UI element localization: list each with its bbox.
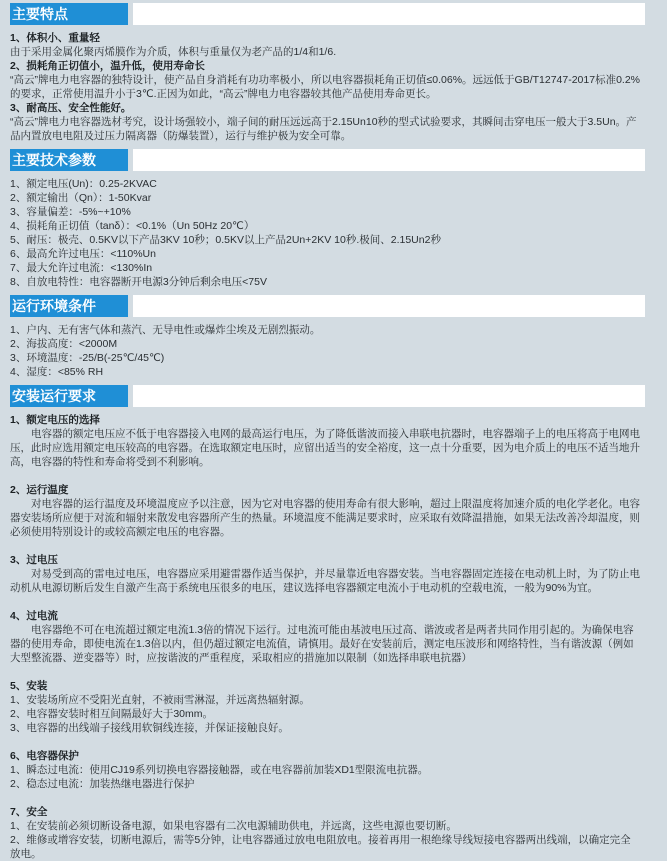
subsection-item: 3、电容器的出线端子接线用软铜线连接，并保证接触良好。: [10, 722, 289, 734]
feature-heading: 1、体积小、重量轻: [10, 32, 100, 44]
subsection-paragraph: 对电容器的运行温度及环境温度应予以注意，因为它对电容器的使用寿命有很大影响，超过上限温度将加速介质的电化学老化。电容器安装场所应便于对流和辐射来散发电容器所产生的热量。环境温度不能满足要求时，应采取有效降温措施，如果无法改善冷却温度，则必须使用特别设计的或较高额定电压的电容器。: [10, 498, 640, 538]
header-bar: [133, 385, 645, 407]
environment-section: [10, 323, 657, 379]
section-header-features: [10, 3, 657, 25]
subsection-paragraph: 对易受到高的雷电过电压，电容器应采用避雷器作适当保护，并尽量靠近电容器安装。当电容器固定连接在电动机上时，为了防止电动机从电源切断后发生自激产生高于系统电压很多的电压，建议选择电容器额定电流小于电动机的空载电流，一般为90%为宜。: [10, 568, 640, 594]
section-title: 主要技术参数: [10, 149, 128, 171]
header-bar: [133, 295, 645, 317]
subsection-heading: 4、过电流: [10, 610, 58, 622]
subsection-heading: 5、安装: [10, 680, 48, 692]
env-item: 2、海拔高度：<2000M: [10, 338, 118, 350]
install-subsection: [10, 483, 657, 539]
param-item: 8、自放电特性：电容器断开电源3分钟后剩余电压<75V: [10, 276, 267, 288]
install-subsection: [10, 609, 657, 665]
feature-text: “高云”牌电力电容器的独特设计，使产品自身消耗有功功率极小，所以电容器损耗角正切值≤0.06%。远远低于GB/T12747-2017标准0.2%的要求，正常使用温升小于3℃.正因为如此，“高云”牌电力电容器较其他产品使用寿命更长。: [10, 74, 641, 100]
param-item: 7、最大允许过电流：<130%In: [10, 262, 153, 274]
param-item: 2、额定输出（Qn）：1-50Kvar: [10, 192, 152, 204]
feature-heading: 2、损耗角正切值小，温升低，使用寿命长: [10, 60, 205, 72]
section-title: 主要特点: [10, 3, 128, 25]
install-subsection: [10, 805, 657, 861]
subsection-item: 2、稳态过电流：加装热继电器进行保护: [10, 778, 195, 790]
feature-text: 由于采用金属化聚丙烯膜作为介质，体积与重量仅为老产品的1/4和1/6.: [10, 46, 337, 58]
param-item: 6、最高允许过电压：<110%Un: [10, 248, 156, 260]
header-bar: [133, 149, 645, 171]
header-bar: [133, 3, 645, 25]
install-subsection: [10, 553, 657, 595]
subsection-heading: 3、过电压: [10, 554, 58, 566]
params-section: [10, 177, 657, 289]
param-item: 5、耐压：极壳、0.5KV以下产品3KV 10秒；0.5KV以上产品2Un+2KV 10秒.极间、2.15Un2秒: [10, 234, 441, 246]
param-item: 1、额定电压(Un)：0.25-2KVAC: [10, 178, 157, 190]
install-subsection: [10, 679, 657, 735]
feature-heading: 3、耐高压、安全性能好。: [10, 102, 132, 114]
subsection-item: 1、安装场所应不受阳光直射，不被雨雪淋湿，并远离热辐射源。: [10, 694, 310, 706]
subsection-paragraph: 电容器绝不可在电流超过额定电流1.3倍的情况下运行。过电流可能由基波电压过高、谐波或者是两者共同作用引起的。为确保电容器的使用寿命，即使电流在1.3倍以内，但仍超过额定电流值，请慎用。最好在安装前后，测定电压波形和网络特性，当有谐波源（例如大型整流器、逆变器等）时，应按谐波的严重程度，采取相应的措施加以限制（如选择串联电抗器）: [10, 624, 634, 664]
section-header-params: [10, 149, 657, 171]
subsection-heading: 7、安全: [10, 806, 48, 818]
feature-text: “高云”牌电力电容器选材考究，设计场强较小，端子间的耐压远远高于2.15Un10秒的型式试验要求，其瞬间击穿电压一般大于3.5Un。产品内置放电电阻及过压力隔离器（防爆装置），运行与维护极为安全可靠。: [10, 116, 637, 142]
subsection-heading: 2、运行温度: [10, 484, 69, 496]
subsection-item: 2、电容器安装时相互间隔最好大于30mm。: [10, 708, 214, 720]
install-subsection: [10, 749, 657, 791]
subsection-heading: 6、电容器保护: [10, 750, 79, 762]
env-item: 3、环境温度：-25/B(-25℃/45℃): [10, 352, 165, 364]
section-title: 运行环境条件: [10, 295, 128, 317]
installation-section: [10, 413, 657, 861]
subsection-heading: 1、额定电压的选择: [10, 414, 100, 426]
section-header-environment: [10, 295, 657, 317]
subsection-item: 1、在安装前必须切断设备电源，如果电容器有二次电源辅助供电，并远离，这些电源也要切断。: [10, 820, 457, 832]
section-title: 安装运行要求: [10, 385, 128, 407]
subsection-item: 1、瞬态过电流：使用CJ19系列切换电容器接触器，或在电容器前加装XD1型限流电抗器。: [10, 764, 429, 776]
subsection-item: 2、维修或增容安装，切断电源后，需等5分钟，让电容器通过放电电阻放电。接着再用一根绝缘导线短接电容器两出线端，以确定完全放电。: [10, 834, 631, 860]
subsection-paragraph: 电容器的额定电压应不低于电容器接入电网的最高运行电压，为了降低谐波而接入串联电抗器时，电容器端子上的电压将高于电网电压，此时应选用额定电压较高的电容器。在选取额定电压时，应留出适当的安全裕度，这一点十分重要，因为电介质上的电压不适当地升高，电容器的特性和寿命将受到不利影响。: [10, 428, 640, 468]
env-item: 4、湿度：<85% RH: [10, 366, 104, 378]
install-subsection: [10, 413, 657, 469]
param-item: 4、损耗角正切值（tanδ）：<0.1%（Un 50Hz 20℃）: [10, 220, 255, 232]
param-item: 3、容量偏差：-5%~+10%: [10, 206, 131, 218]
section-header-installation: [10, 385, 657, 407]
env-item: 1、户内、无有害气体和蒸汽、无导电性或爆炸尘埃及无剧烈振动。: [10, 324, 321, 336]
features-section: [10, 31, 657, 143]
